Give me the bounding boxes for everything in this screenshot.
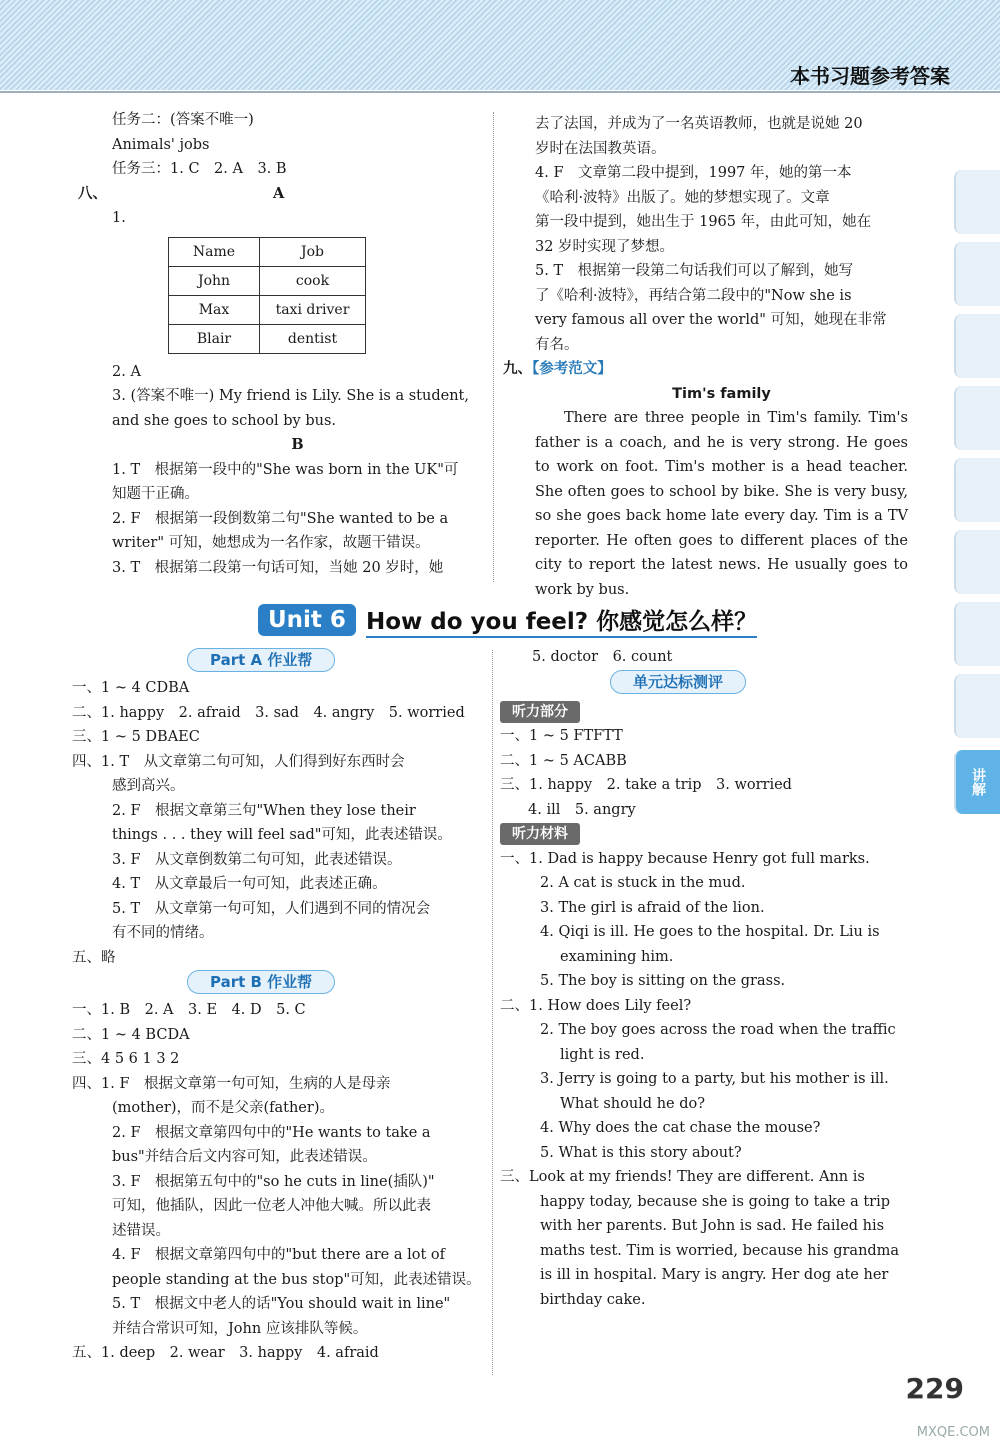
- side-tab-active[interactable]: 讲解: [954, 750, 1000, 814]
- material-line: What should he do?: [560, 1095, 706, 1112]
- answer-line: (mother)，而不是父亲(father)。: [112, 1100, 334, 1116]
- answer-line: 1.: [112, 210, 126, 226]
- section-heading-row: [503, 357, 908, 382]
- answer-line: 第一段中提到，她出生于 1965 年，由此可知，她在: [535, 214, 872, 230]
- answer-line: 3. (答案不唯一) My friend is Lily. She is a student,: [112, 388, 469, 404]
- material-line: 一、1. Dad is happy because Henry got full marks.: [500, 850, 870, 867]
- answer-line: things . . . they will feel sad"可知，此表述错误。: [112, 827, 452, 843]
- essay-body: [503, 406, 908, 602]
- answer-line: 感到高兴。: [112, 778, 185, 794]
- table-cell: dentist: [260, 324, 366, 353]
- answer-line: 2. F 根据文章第四句中的"He wants to take a: [112, 1124, 431, 1141]
- answer-line: 2. F 根据文章第三句"When they lose their: [112, 802, 416, 819]
- material-line: 5. The boy is sitting on the grass.: [540, 973, 786, 989]
- side-tab[interactable]: [954, 674, 1000, 738]
- answer-line: 32 岁时实现了梦想。: [535, 238, 675, 255]
- answer-line: and she goes to school by bus.: [112, 412, 337, 429]
- table-row: [169, 295, 366, 324]
- answer-line: 4. F 根据文章第四句中的"but there are a lot of: [112, 1247, 446, 1263]
- table-row: [169, 324, 366, 353]
- table-header-cell: Job: [260, 237, 366, 266]
- answer-line: 一、1. B 2. A 3. E 4. D 5. C: [72, 1002, 306, 1018]
- tag-row: [500, 822, 905, 847]
- part-label: A: [273, 184, 285, 202]
- material-line: maths test. Tim is worried, because his grandma: [540, 1242, 900, 1259]
- answer-line: 二、1 ~ 5 ACABB: [500, 752, 627, 769]
- answer-line: 4. F 文章第二段中提到，1997 年，她的第一本: [535, 165, 852, 181]
- material-line: examining him.: [560, 948, 674, 965]
- answer-line: 3. F 根据第五句中的"so he cuts in line(插队)": [112, 1173, 435, 1190]
- table-row: [169, 266, 366, 295]
- material-line: 5. What is this story about?: [540, 1144, 742, 1161]
- answer-line: 《哈利·波特》出版了。她的梦想实现了。文章: [535, 189, 830, 206]
- side-tab[interactable]: [954, 170, 1000, 234]
- side-tab[interactable]: [954, 242, 1000, 306]
- answer-line: 3. F 从文章倒数第二句可知，此表述错误。: [112, 851, 402, 868]
- table-cell: taxi driver: [260, 295, 366, 324]
- tag-row: [500, 700, 905, 725]
- answer-line: 并结合常识可知，John 应该排队等候。: [112, 1320, 368, 1337]
- answer-line: 二、1. happy 2. afraid 3. sad 4. angry 5. worried: [72, 704, 465, 721]
- answer-line: 三、4 5 6 1 3 2: [72, 1051, 180, 1067]
- upper-right-column: [503, 112, 908, 602]
- material-line: 2. A cat is stuck in the mud.: [540, 875, 746, 891]
- unit-title-bar: [258, 603, 757, 637]
- answer-line: 5. T 根据第一段第二句话我们可以了解到，她写: [535, 263, 854, 279]
- section-heading-row: [78, 182, 483, 207]
- material-line: 4. Qiqi is ill. He goes to the hospital. Dr. Liu is: [540, 924, 880, 940]
- answer-line: 2. A: [112, 363, 141, 380]
- name-job-table: [168, 237, 366, 354]
- answer-line: 有名。: [535, 336, 579, 353]
- answer-line: 一、1 ~ 4 CDBA: [72, 680, 190, 696]
- material-line: 3. The girl is afraid of the lion.: [540, 899, 765, 916]
- answer-line: very famous all over the world" 可知，她现在非常: [535, 312, 887, 328]
- material-line: 4. Why does the cat chase the mouse?: [540, 1120, 821, 1136]
- material-line: is ill in hospital. Mary is angry. Her dog ate her: [540, 1267, 889, 1283]
- answer-line: 岁时在法国教英语。: [535, 140, 666, 157]
- material-line: happy today, because she is going to take a trip: [540, 1193, 890, 1210]
- answer-line: 四、1. T 从文章第二句可知，人们得到好东西时会: [72, 753, 405, 770]
- answer-line: 三、1 ~ 5 DBAEC: [72, 729, 200, 745]
- material-line: birthday cake.: [540, 1291, 646, 1308]
- answer-line: 5. T 从文章第一句可知，人们遇到不同的情况会: [112, 900, 431, 917]
- answer-line: 可知，他插队，因此一位老人冲他大喊。所以此表: [112, 1198, 431, 1214]
- banner-row: [500, 670, 905, 700]
- material-line: with her parents. But John is sad. He failed his: [540, 1218, 885, 1234]
- answer-line: 了《哈利·波特》，再结合第二段中的"Now she is: [535, 287, 852, 304]
- side-tab[interactable]: [954, 530, 1000, 594]
- watermark: MXQE.COM: [916, 1425, 990, 1440]
- answer-line: 去了法国，并成为了一名英语教师，也就是说她 20: [535, 116, 863, 132]
- answer-line: 任务三：1. C 2. A 3. B: [112, 161, 287, 177]
- column-divider: [492, 650, 493, 1375]
- upper-left-column: [78, 108, 483, 580]
- answer-line: 4. T 从文章最后一句可知，此表述正确。: [112, 876, 387, 892]
- part-a-banner: Part A 作业帮: [187, 648, 335, 672]
- answer-line: 二、1 ~ 4 BCDA: [72, 1026, 190, 1043]
- table-header-cell: Name: [169, 237, 260, 266]
- lower-left-column: [72, 648, 487, 1366]
- answer-line: 2. F 根据第一段倒数第二句"She wanted to be a: [112, 510, 449, 527]
- answer-line: 5. T 根据文中老人的话"You should wait in line": [112, 1296, 451, 1312]
- answer-line: 任务二：(答案不唯一): [112, 112, 254, 128]
- banner-row: [72, 648, 487, 676]
- table-header-row: [169, 237, 366, 266]
- side-tab[interactable]: [954, 602, 1000, 666]
- unit-badge: Unit 6: [258, 604, 356, 636]
- answer-line: 5. doctor 6. count: [532, 649, 673, 665]
- answer-line: people standing at the bus stop"可知，此表述错误。: [112, 1271, 481, 1288]
- banner-row: [72, 970, 487, 998]
- essay-title: Tim's family: [672, 385, 771, 402]
- reference-essay-tag: 【参考范文】: [532, 361, 612, 377]
- column-divider: [493, 112, 494, 582]
- answer-line: 3. T 根据第二段第一句话可知，当她 20 岁时，她: [112, 559, 444, 576]
- table-cell: John: [169, 266, 260, 295]
- material-line: light is red.: [560, 1046, 645, 1063]
- material-line: 二、1. How does Lily feel?: [500, 997, 692, 1014]
- section-number: 八、: [78, 184, 107, 202]
- answer-line: 四、1. F 根据文章第一句可知，生病的人是母亲: [72, 1075, 391, 1092]
- answer-line: 知题干正确。: [112, 486, 199, 502]
- answer-line: 4. ill 5. angry: [528, 801, 636, 818]
- table-cell: Blair: [169, 324, 260, 353]
- material-line: 2. The boy goes across the road when the traffic: [540, 1022, 896, 1038]
- part-label: B: [291, 436, 304, 453]
- answer-line: 五、略: [72, 949, 116, 966]
- header-divider: [0, 91, 1000, 93]
- page-number: 229: [905, 1372, 964, 1405]
- answer-line: Animals' jobs: [112, 136, 210, 153]
- listening-section-tag: 听力部分: [500, 701, 580, 723]
- material-line: 三、Look at my friends! They are different. Ann is: [500, 1169, 865, 1185]
- answer-line: 三、1. happy 2. take a trip 3. worried: [500, 777, 792, 793]
- answer-line: 述错误。: [112, 1222, 170, 1239]
- answer-line: 一、1 ~ 5 FTFTT: [500, 728, 623, 744]
- answer-line: 有不同的情绪。: [112, 925, 214, 941]
- side-tab[interactable]: [954, 386, 1000, 450]
- answer-line: bus"并结合后文内容可知，此表述错误。: [112, 1149, 377, 1165]
- side-tab-strip: [952, 170, 1000, 820]
- side-tab[interactable]: [954, 314, 1000, 378]
- lower-right-column: [500, 645, 905, 1312]
- unit-test-banner: 单元达标测评: [610, 670, 746, 694]
- answer-line: 五、1. deep 2. wear 3. happy 4. afraid: [72, 1345, 379, 1361]
- side-tab[interactable]: [954, 458, 1000, 522]
- page-header-title: 本书习题参考答案: [790, 64, 950, 88]
- listening-material-tag: 听力材料: [500, 823, 580, 845]
- part-b-banner: Part B 作业帮: [187, 970, 335, 994]
- table-cell: cook: [260, 266, 366, 295]
- table-cell: Max: [169, 295, 260, 324]
- section-number: 九、: [503, 360, 532, 377]
- answer-line: writer" 可知，她想成为一名作家，故题干错误。: [112, 535, 430, 551]
- answer-line: 1. T 根据第一段中的"She was born in the UK"可: [112, 461, 459, 478]
- essay-paragraph: There are three people in Tim's family. Tim's father is a coach, and he is very strong. He goes to work on foot. Tim's mother is a head teacher. She often goes to school by bike. She is very busy, so she goes back home late every day. Tim is a TV reporter. He often goes to different places of the city to report the latest news. He usually goes to work by bus.: [535, 410, 908, 598]
- material-line: 3. Jerry is going to a party, but his mother is ill.: [540, 1071, 889, 1087]
- unit-title: How do you feel? 你感觉怎么样？: [366, 603, 757, 638]
